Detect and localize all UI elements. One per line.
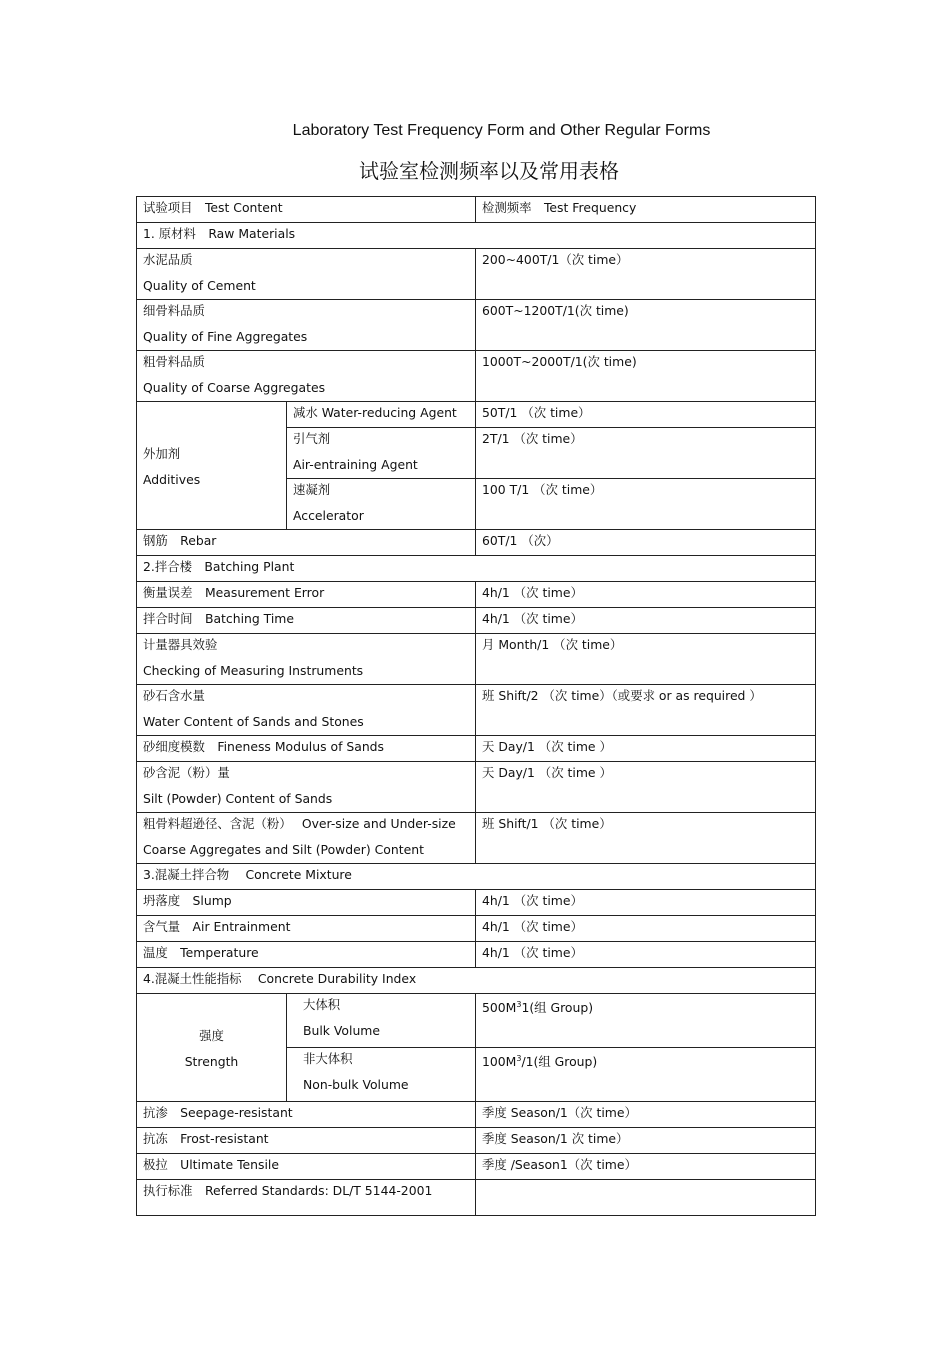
bulk-freq-post: 1(组 Group) — [521, 1000, 594, 1015]
fine-zh: 细骨料品质 — [143, 303, 205, 318]
table-row — [137, 890, 816, 916]
table-row — [137, 634, 816, 685]
accelerator — [287, 479, 476, 530]
table-row — [137, 1102, 816, 1128]
fineness-modulus: 砂细度模数 Fineness Modulus of Sands — [137, 736, 476, 762]
bulk-frequency — [476, 994, 816, 1048]
section-concrete-mixture: 3.混凝土拌合物 Concrete Mixture — [137, 864, 816, 890]
accelerator-frequency: 100 T/1 （次 time） — [476, 479, 816, 530]
batching-time: 拌合时间 Batching Time — [137, 608, 476, 634]
measurement-error: 衡量误差 Measurement Error — [137, 582, 476, 608]
cement-quality-cell — [137, 249, 476, 300]
table-row — [137, 685, 816, 736]
fine-en: Quality of Fine Aggregates — [143, 329, 308, 344]
coarse-zh: 粗骨料品质 — [143, 354, 205, 369]
section-batching-plant: 2.拌合楼 Batching Plant — [137, 556, 816, 582]
strength-zh: 强度 — [199, 1027, 224, 1043]
header-test-frequency: 检测频率 Test Frequency — [476, 197, 816, 223]
coarse-en: Quality of Coarse Aggregates — [143, 380, 326, 395]
nonbulk-frequency — [476, 1048, 816, 1102]
table-row — [137, 249, 816, 300]
additives-en: Additives — [143, 471, 201, 487]
section-row — [137, 556, 816, 582]
tensile-frequency: 季度 /Season1（次 time） — [476, 1154, 816, 1180]
water-content-zh: 砂石含水量 — [143, 688, 205, 703]
test-frequency-table — [136, 196, 816, 1216]
air-entrainment: 含气量 Air Entrainment — [137, 916, 476, 942]
table-row — [137, 608, 816, 634]
oversize-zh: 粗骨料超逊径、含泥（粉） Over-size and Under-size — [143, 816, 456, 831]
page-title-zh: 试验室检测频率以及常用表格 — [359, 159, 619, 183]
instruments-en: Checking of Measuring Instruments — [143, 663, 364, 678]
table-row — [137, 351, 816, 402]
oversize-undersize — [137, 813, 476, 864]
silt-frequency: 天 Day/1 （次 time ） — [476, 762, 816, 813]
measuring-instruments — [137, 634, 476, 685]
nonbulk-en: Non-bulk Volume — [303, 1077, 409, 1092]
section-row — [137, 968, 816, 994]
cement-frequency: 200~400T/1（次 time） — [476, 249, 816, 300]
instruments-frequency: 月 Month/1 （次 time） — [476, 634, 816, 685]
cement-en: Quality of Cement — [143, 278, 256, 293]
rebar: 钢筋 Rebar — [137, 530, 476, 556]
table-row — [137, 1154, 816, 1180]
silt-en: Silt (Powder) Content of Sands — [143, 791, 333, 806]
nonbulk-freq-post: /1(组 Group) — [521, 1054, 598, 1069]
nonbulk-zh: 非大体积 — [303, 1051, 353, 1066]
header-test-content: 试验项目 Test Content — [137, 197, 476, 223]
table-row — [137, 942, 816, 968]
referred-standards: 执行标准 Referred Standards: DL/T 5144-2001 — [137, 1180, 476, 1216]
coarse-frequency: 1000T~2000T/1(次 time) — [476, 351, 816, 402]
frost-resistant: 抗冻 Frost-resistant — [137, 1128, 476, 1154]
seepage-frequency: 季度 Season/1（次 time） — [476, 1102, 816, 1128]
silt-zh: 砂含泥（粉）量 — [143, 765, 230, 780]
slump-frequency: 4h/1 （次 time） — [476, 890, 816, 916]
ultimate-tensile: 极拉 Ultimate Tensile — [137, 1154, 476, 1180]
bulk-zh: 大体积 — [303, 997, 341, 1012]
table-row — [137, 402, 816, 428]
table-row — [137, 762, 816, 813]
table-row — [137, 582, 816, 608]
section-durability-index: 4.混凝土性能指标 Concrete Durability Index — [137, 968, 816, 994]
strength-cell — [137, 994, 287, 1102]
strength-en: Strength — [184, 1053, 239, 1069]
water-content-frequency: 班 Shift/2 （次 time）（或要求 or as required ） — [476, 685, 816, 736]
table-row — [137, 916, 816, 942]
batching-time-frequency: 4h/1 （次 time） — [476, 608, 816, 634]
fineness-frequency: 天 Day/1 （次 time ） — [476, 736, 816, 762]
fine-frequency: 600T~1200T/1(次 time) — [476, 300, 816, 351]
non-bulk-volume — [287, 1048, 476, 1102]
seepage-resistant: 抗渗 Seepage-resistant — [137, 1102, 476, 1128]
water-content-en: Water Content of Sands and Stones — [143, 714, 364, 729]
section-row — [137, 864, 816, 890]
bulk-en: Bulk Volume — [303, 1023, 380, 1038]
water-reducing-frequency: 50T/1 （次 time） — [476, 402, 816, 428]
air-entraining-frequency: 2T/1 （次 time） — [476, 428, 816, 479]
oversize-en: Coarse Aggregates and Silt (Powder) Content — [143, 842, 424, 857]
bulk-volume — [287, 994, 476, 1048]
air-entrainment-frequency: 4h/1 （次 time） — [476, 916, 816, 942]
fine-aggregates-cell — [137, 300, 476, 351]
accelerator-zh: 速凝剂 — [293, 482, 331, 497]
temperature-frequency: 4h/1 （次 time） — [476, 942, 816, 968]
air-entraining-zh: 引气剂 — [293, 431, 331, 446]
coarse-aggregates-cell — [137, 351, 476, 402]
slump: 坍落度 Slump — [137, 890, 476, 916]
silt-content — [137, 762, 476, 813]
nonbulk-freq-pre: 100M — [482, 1054, 517, 1069]
additives-zh: 外加剂 — [143, 445, 181, 461]
table-row — [137, 813, 816, 864]
table-row — [137, 300, 816, 351]
section-row — [137, 223, 816, 249]
table-row — [137, 994, 816, 1048]
nonbulk-freq-sup: 3 — [516, 1053, 522, 1063]
section-raw-materials: 1. 原材料 Raw Materials — [137, 223, 816, 249]
bulk-freq-pre: 500M — [482, 1000, 517, 1015]
water-content — [137, 685, 476, 736]
standards-empty-cell — [476, 1180, 816, 1216]
table-row — [137, 1128, 816, 1154]
water-reducing-agent: 减水 Water-reducing Agent — [287, 402, 476, 428]
air-entraining-agent — [287, 428, 476, 479]
rebar-frequency: 60T/1 （次） — [476, 530, 816, 556]
additives-cell — [137, 402, 287, 530]
table-row — [137, 530, 816, 556]
table-row — [137, 736, 816, 762]
bulk-freq-sup: 3 — [516, 999, 522, 1009]
accelerator-en: Accelerator — [293, 508, 364, 523]
air-entraining-en: Air-entraining Agent — [293, 457, 418, 472]
page-title-en: Laboratory Test Frequency Form and Other Regular Forms — [292, 122, 711, 139]
instruments-zh: 计量器具效验 — [143, 637, 218, 652]
table-row — [137, 1180, 816, 1216]
cement-zh: 水泥品质 — [143, 252, 193, 267]
oversize-frequency: 班 Shift/1 （次 time） — [476, 813, 816, 864]
table-header-row — [137, 197, 816, 223]
frost-frequency: 季度 Season/1 次 time） — [476, 1128, 816, 1154]
measurement-error-frequency: 4h/1 （次 time） — [476, 582, 816, 608]
temperature: 温度 Temperature — [137, 942, 476, 968]
